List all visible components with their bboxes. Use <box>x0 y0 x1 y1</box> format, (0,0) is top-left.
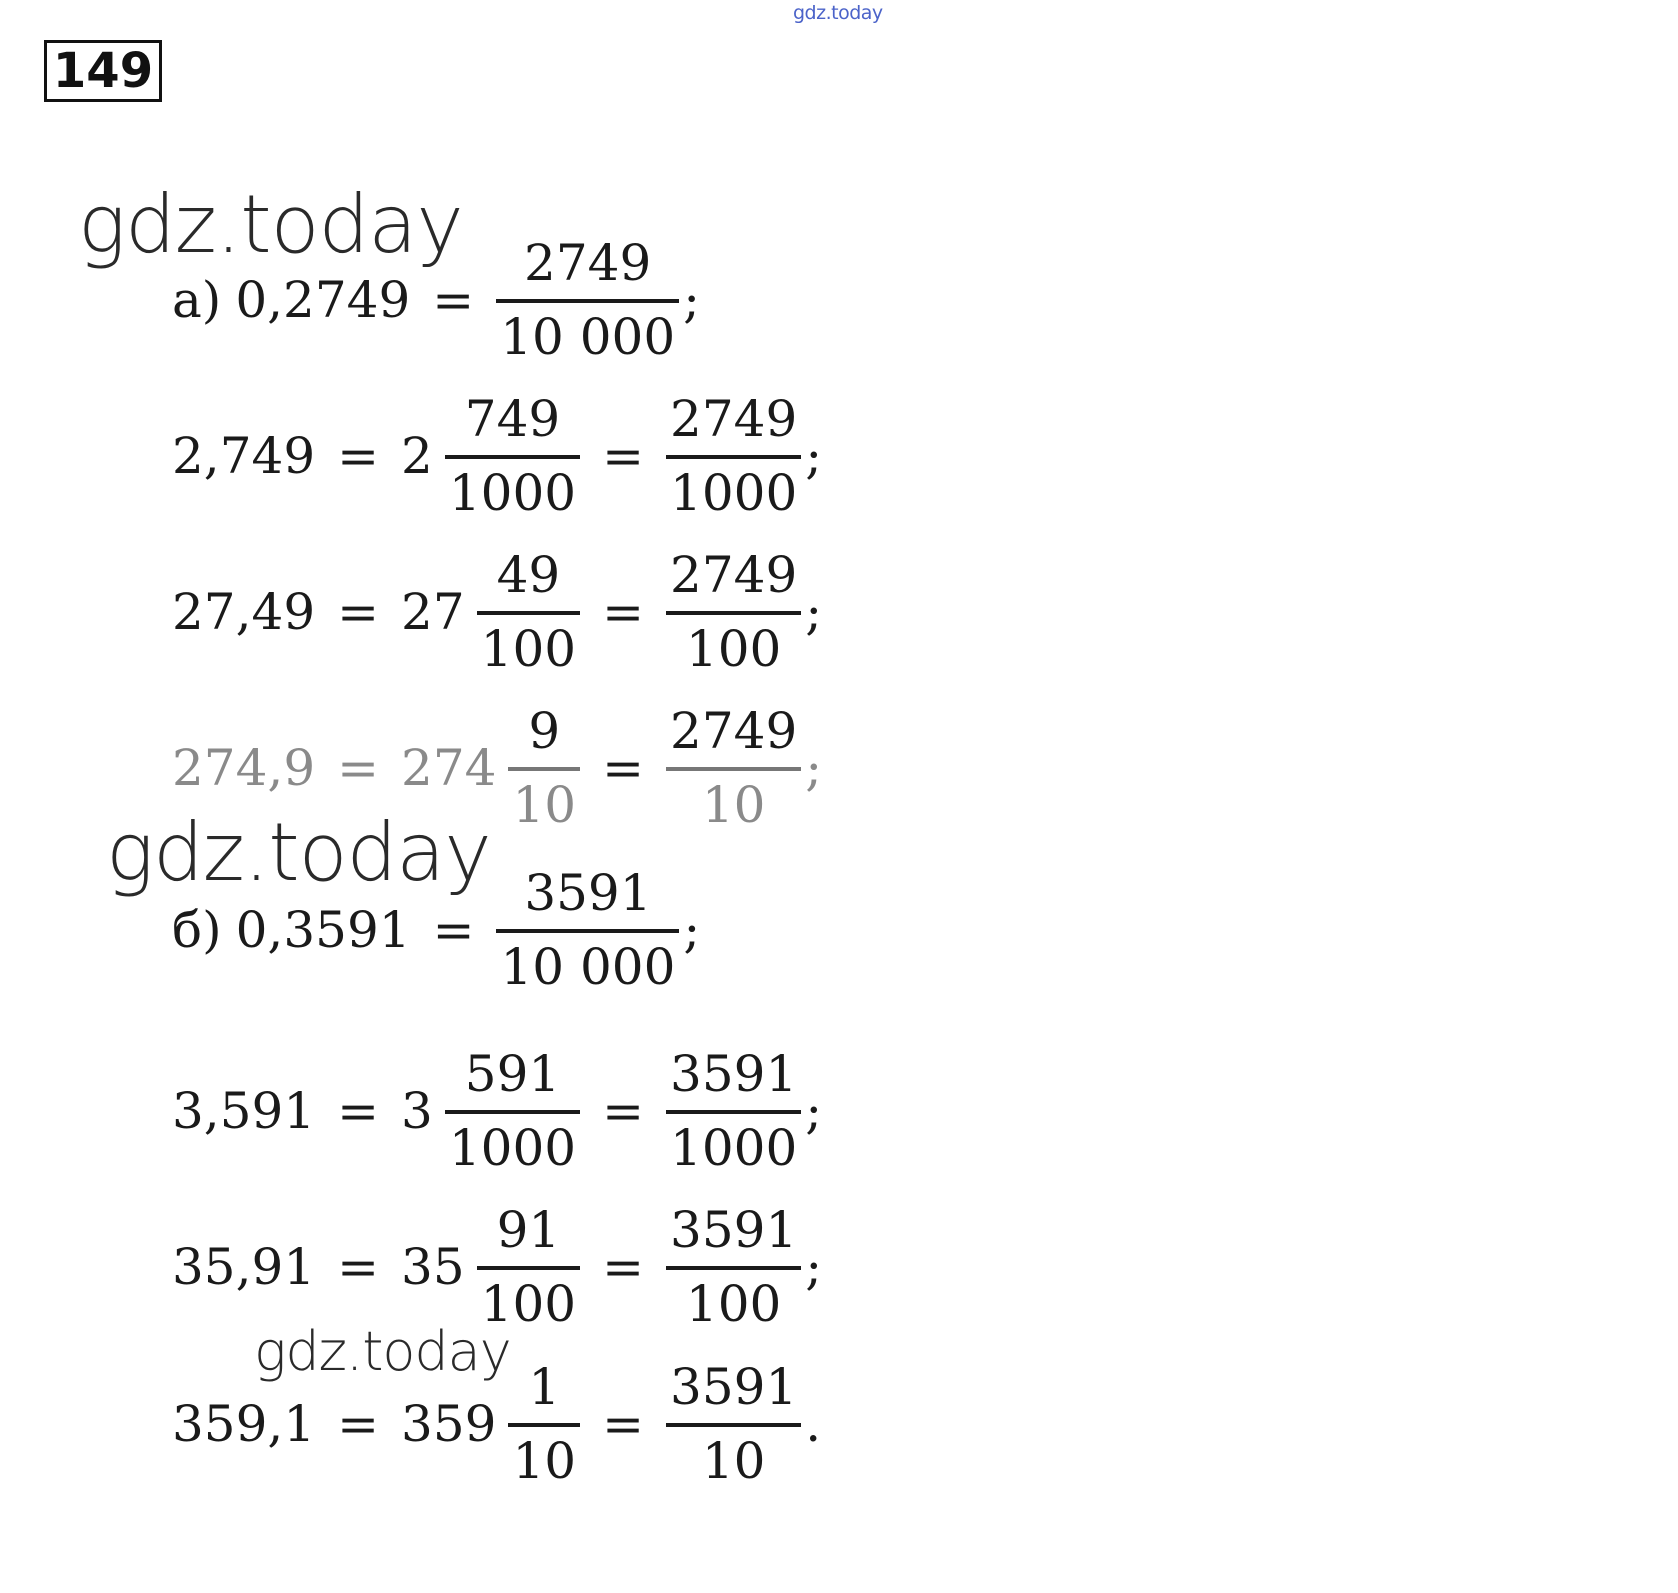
equation-b1 <box>172 855 700 1005</box>
numerator: 9 <box>528 702 561 760</box>
decimal-value: 2,749 <box>172 427 316 485</box>
equation-a2 <box>172 381 822 531</box>
equals-sign: = <box>337 583 380 641</box>
equals-sign: = <box>432 271 475 329</box>
fraction-bar <box>445 455 580 459</box>
equation-b4 <box>172 1349 821 1499</box>
decimal-value: 3,591 <box>172 1082 316 1140</box>
denominator: 10 <box>701 1432 766 1490</box>
mixed-fraction <box>445 389 580 523</box>
equals-sign: = <box>337 1238 380 1296</box>
improper-fraction <box>666 1044 801 1178</box>
punctuation: ; <box>805 583 823 641</box>
equals-sign: = <box>337 1395 380 1453</box>
equals-sign: = <box>337 1082 380 1140</box>
punctuation: ; <box>805 1082 823 1140</box>
numerator: 3591 <box>670 1045 798 1103</box>
numerator: 3591 <box>670 1201 798 1259</box>
fraction-bar <box>666 611 801 615</box>
mixed-fraction <box>477 1200 580 1334</box>
whole-part: 35 <box>401 1238 465 1296</box>
denominator: 1000 <box>448 464 577 522</box>
fraction-bar <box>666 767 801 771</box>
punctuation: . <box>805 1395 822 1453</box>
watermark: gdz.today <box>78 178 463 271</box>
denominator: 100 <box>480 620 577 678</box>
fraction-bar <box>666 1423 801 1427</box>
improper-fraction <box>666 1200 801 1334</box>
decimal-value: 274,9 <box>172 739 316 797</box>
mixed-fraction <box>477 545 580 679</box>
denominator: 1000 <box>670 464 798 522</box>
equation-b3 <box>172 1192 822 1342</box>
mixed-fraction <box>445 1044 580 1178</box>
denominator: 10 000 <box>500 938 676 996</box>
equals-sign: = <box>337 427 380 485</box>
watermark: gdz.today <box>254 1320 511 1383</box>
equals-sign: = <box>602 1395 645 1453</box>
fraction-bar <box>666 1266 801 1270</box>
decimal-value: 0,2749 <box>235 271 411 329</box>
equals-sign: = <box>432 901 475 959</box>
denominator: 10 000 <box>500 308 676 366</box>
fraction-bar <box>496 299 679 303</box>
numerator: 3591 <box>670 1358 798 1416</box>
denominator: 10 <box>701 776 766 834</box>
whole-part: 2 <box>401 427 433 485</box>
fraction-bar <box>477 1266 580 1270</box>
fraction-bar <box>508 1423 580 1427</box>
improper-fraction <box>666 389 801 523</box>
equals-sign: = <box>602 1238 645 1296</box>
part-label-a: а) <box>172 271 222 329</box>
mixed-fraction <box>508 1357 580 1491</box>
equals-sign: = <box>337 739 380 797</box>
decimal-value: 359,1 <box>172 1395 316 1453</box>
numerator: 749 <box>464 390 561 448</box>
fraction-bar <box>477 611 580 615</box>
denominator: 10 <box>512 1432 577 1490</box>
equals-sign: = <box>602 1082 645 1140</box>
decimal-value: 0,3591 <box>235 901 411 959</box>
equation-a4 <box>172 693 822 843</box>
improper-fraction <box>666 545 801 679</box>
punctuation: ; <box>683 901 701 959</box>
improper-fraction <box>666 1357 801 1491</box>
equation-a1 <box>172 225 700 375</box>
denominator: 1000 <box>448 1119 577 1177</box>
mixed-fraction <box>508 701 580 835</box>
watermark-top: gdz.today <box>793 2 883 24</box>
decimal-value: 35,91 <box>172 1238 316 1296</box>
denominator: 10 <box>512 776 577 834</box>
numerator: 2749 <box>670 390 798 448</box>
fraction-bar <box>666 1110 801 1114</box>
denominator: 100 <box>480 1275 577 1333</box>
numerator: 3591 <box>524 864 652 922</box>
equals-sign: = <box>602 739 645 797</box>
numerator: 591 <box>464 1045 561 1103</box>
improper-fraction <box>666 701 801 835</box>
equals-sign: = <box>602 583 645 641</box>
equation-b2 <box>172 1036 822 1186</box>
numerator: 2749 <box>670 702 798 760</box>
fraction <box>496 233 679 367</box>
punctuation: ; <box>805 739 823 797</box>
problem-number: 149 <box>44 40 162 102</box>
whole-part: 3 <box>401 1082 433 1140</box>
whole-part: 359 <box>401 1395 497 1453</box>
fraction-bar <box>496 929 679 933</box>
numerator: 2749 <box>670 546 798 604</box>
numerator: 2749 <box>524 234 652 292</box>
equals-sign: = <box>602 427 645 485</box>
numerator: 91 <box>496 1201 561 1259</box>
decimal-value: 27,49 <box>172 583 316 641</box>
fraction-bar <box>508 767 580 771</box>
whole-part: 27 <box>401 583 465 641</box>
numerator: 49 <box>496 546 561 604</box>
whole-part: 274 <box>401 739 497 797</box>
watermark: gdz.today <box>106 806 491 899</box>
fraction-bar <box>445 1110 580 1114</box>
punctuation: ; <box>805 1238 823 1296</box>
equation-a3 <box>172 537 822 687</box>
numerator: 1 <box>528 1358 561 1416</box>
fraction-bar <box>666 455 801 459</box>
fraction <box>496 863 679 997</box>
punctuation: ; <box>805 427 823 485</box>
punctuation: ; <box>683 271 700 329</box>
denominator: 100 <box>685 1275 782 1333</box>
part-label-b: б) <box>172 901 222 959</box>
denominator: 1000 <box>670 1119 798 1177</box>
denominator: 100 <box>685 620 782 678</box>
